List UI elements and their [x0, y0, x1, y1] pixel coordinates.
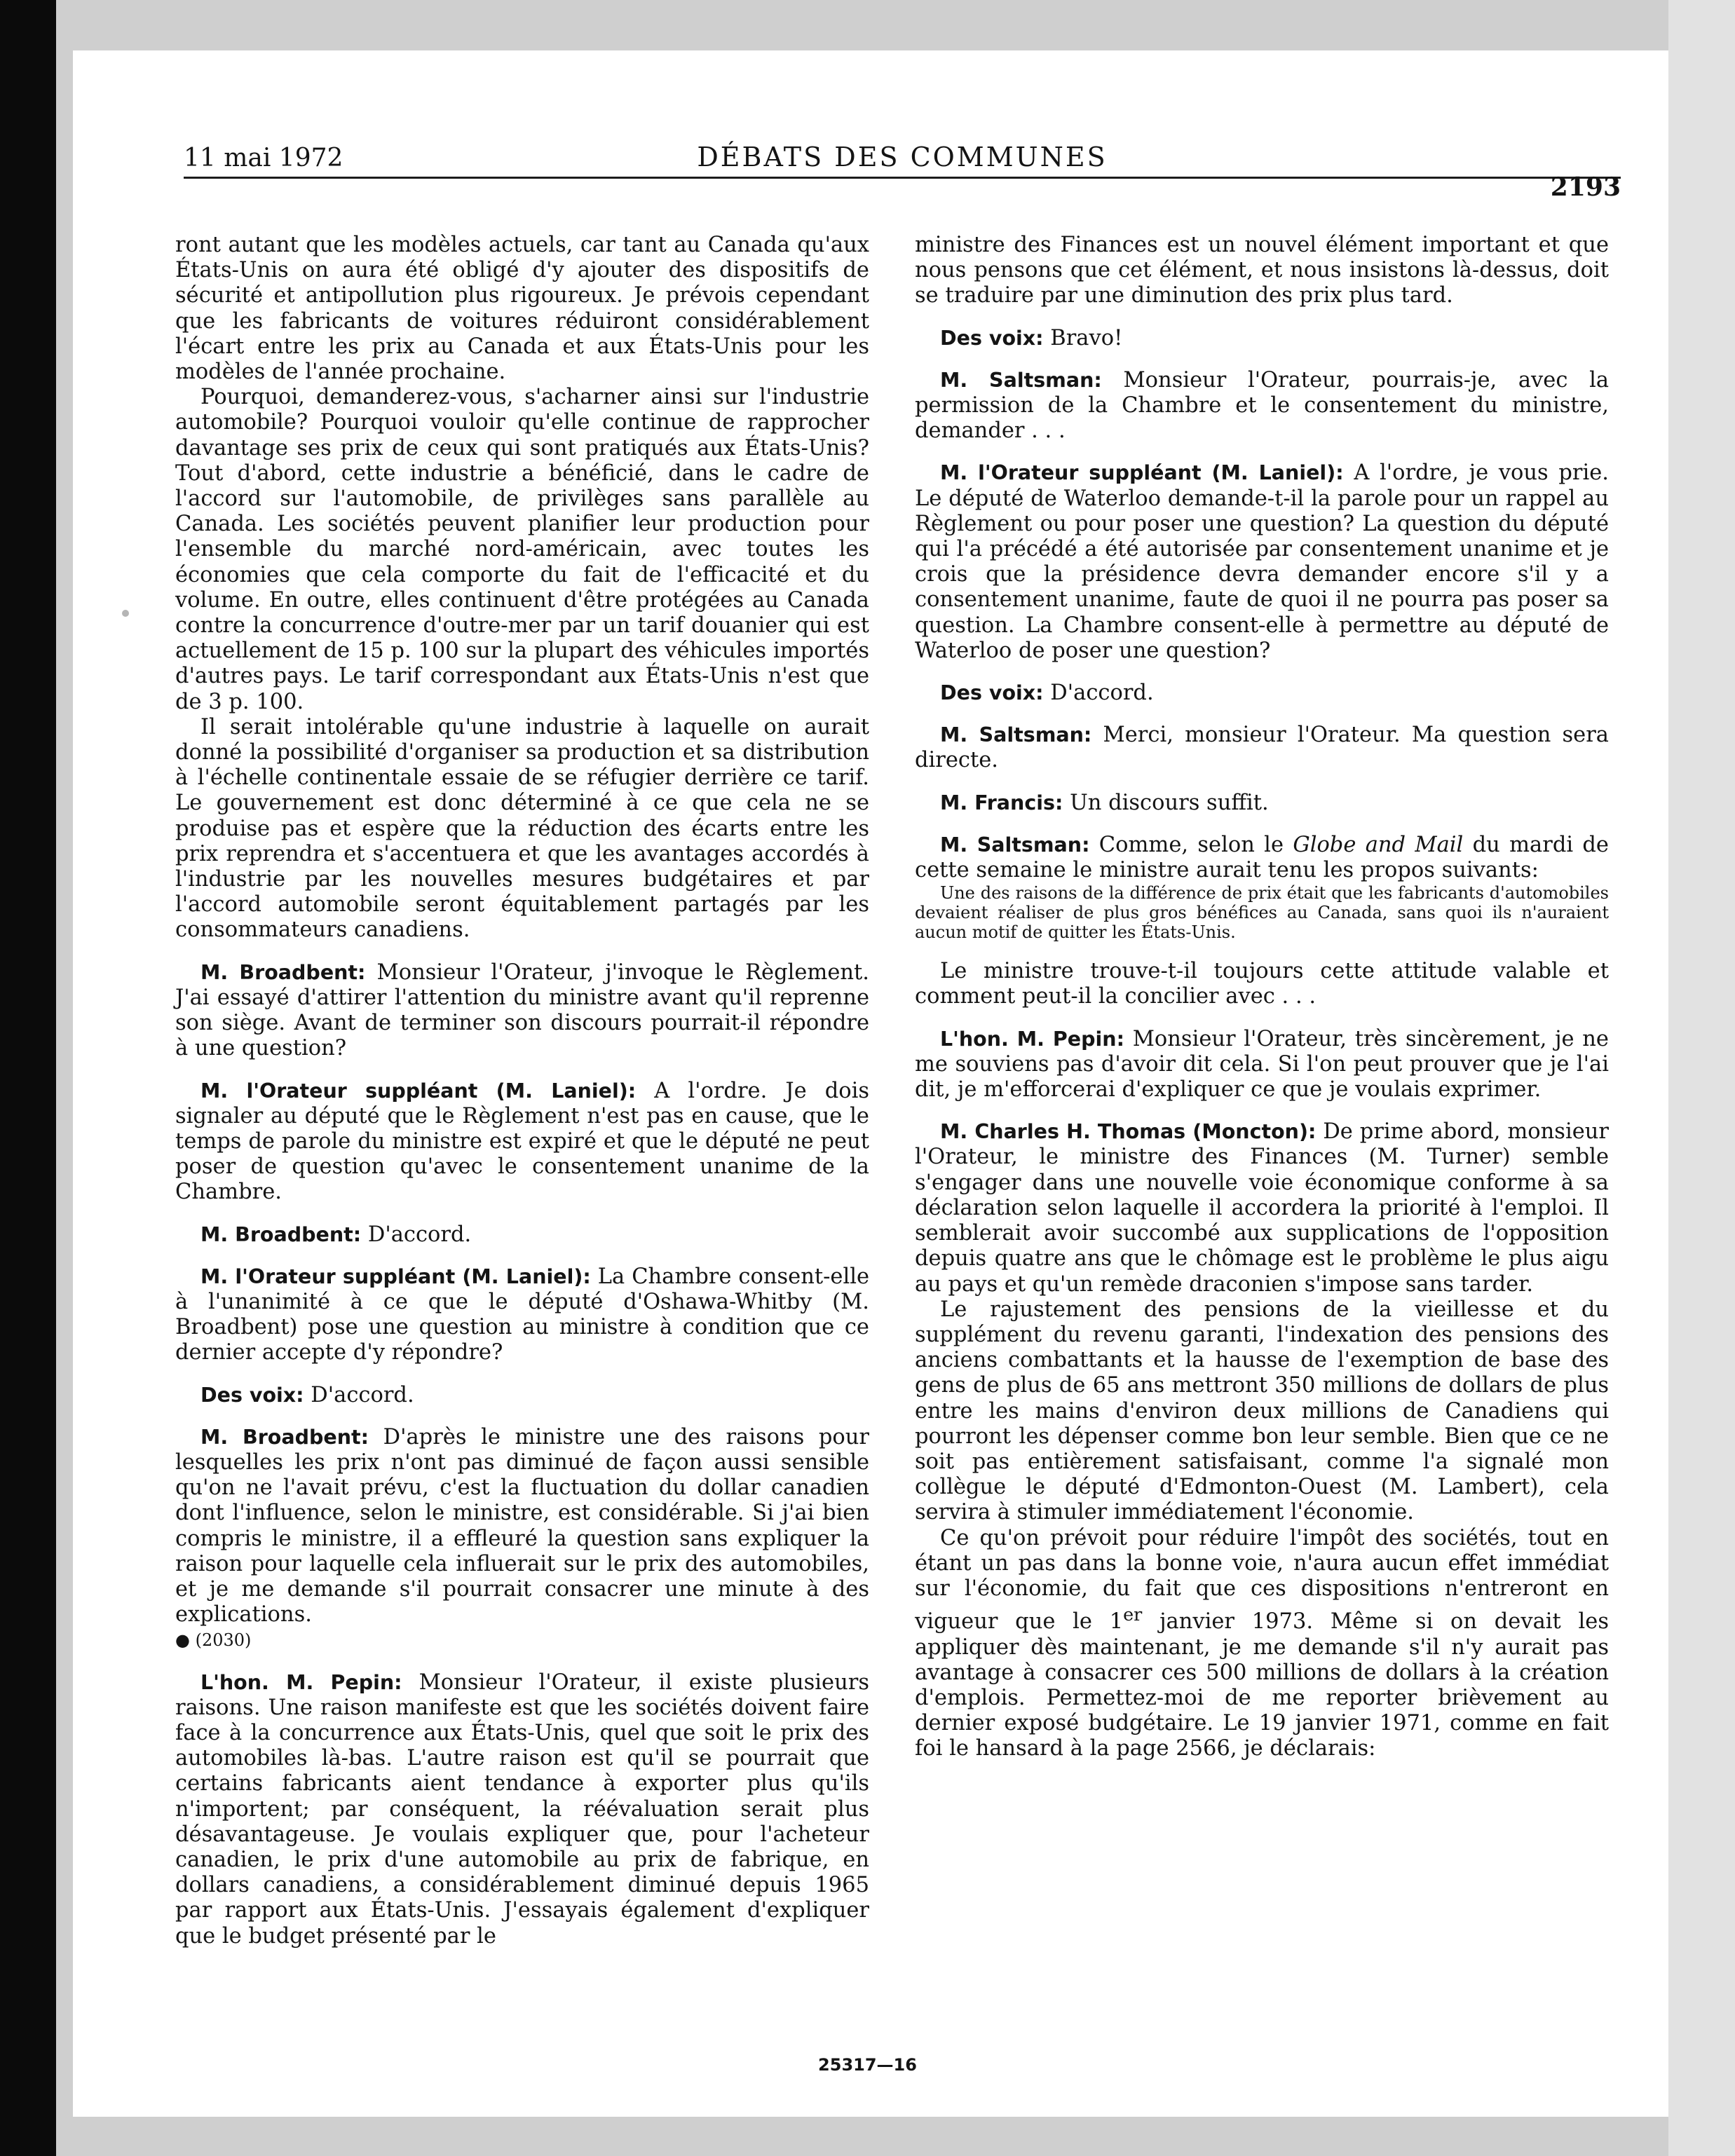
paragraph-text: Ce qu'on prévoit pour réduire l'impôt des sociétés, tout en étant un pas dans la bonne voie, n'aura aucun effet immédiat sur l'économie, du fait que ces dispositions n'entreront en vigueur que le 1	[915, 1525, 1609, 1635]
speech-text: D'après le ministre une des raisons pour lesquelles les prix n'ont pas diminué de façon aussi sensible qu'on ne l'avait prévu, c'est la fluctuation du dollar canadien dont l'influence, selon le ministre, est considérable. Si j'ai bien compris le ministre, il a effleuré la question sans expliquer la raison pour laquelle cela influerait sur le prix des automobiles, et je me demande s'il pourrait consacrer une minute à des explications.	[175, 1424, 869, 1628]
speaker-name: M. Broadbent:	[200, 1425, 369, 1449]
header-title: DÉBATS DES COMMUNES	[697, 142, 1108, 172]
speech	[915, 460, 1609, 664]
speaker-name: M. l'Orateur suppléant (M. Laniel):	[940, 461, 1344, 485]
paragraph-text: janvier 1973. Même si on devait les appliquer dès maintenant, je me demande s'il n'y aurait pas avantage à consacrer ces 500 millions de dollars à la création d'emplois. Permettez-moi de me reporter brièvement au dernier exposé budgétaire. Le 19 janvier 1971, comme en fait foi le hansard à la page 2566, je déclarais:	[915, 1609, 1609, 1761]
speaker-name: M. Broadbent:	[200, 960, 366, 984]
speech-text: Monsieur l'Orateur, pourrais-je, avec la permission de la Chambre et le consentement du ministre, demander . . .	[915, 367, 1610, 444]
speaker-name: M. Francis:	[940, 791, 1063, 814]
speaker-name: M. Broadbent:	[200, 1222, 362, 1246]
speech	[175, 960, 869, 1062]
paragraph: ront autant que les modèles actuels, car tant au Canada qu'aux États-Unis on aura été obligé d'y ajouter des dispositifs de sécurité et antipollution plus rigoureux. Je prévois cependant que les fabricants de voitures réduiront considérablement l'écart entre les prix au Canada et aux États-Unis pour les modèles de l'année prochaine.	[175, 233, 869, 385]
paragraph: Le ministre trouve-t-il toujours cette attitude valable et comment peut-il la concilier avec . . .	[915, 959, 1609, 1009]
speaker-name: M. Charles H. Thomas (Moncton):	[940, 1120, 1316, 1144]
speaker-name: Des voix:	[940, 326, 1044, 350]
speaker-name: M. Saltsman:	[940, 833, 1090, 857]
paragraph: Le rajustement des pensions de la vieillesse et du supplément du revenu garanti, l'indexation des pensions des anciens combattants et la hausse de l'exemption de base des gens de plus de 65 ans mettront 350 millions de dollars de plus entre les mains d'environ deux millions de Canadiens qui pourront les dépenser comme bon leur semble. Bien que ce ne soit pas entièrement satisfaisant, comme l'a signalé mon collègue le député d'Edmonton-Ouest (M. Lambert), cela servira à stimuler immédiatement l'économie.	[915, 1297, 1609, 1525]
speech-text: D'accord.	[311, 1382, 414, 1407]
speech	[175, 1383, 869, 1408]
speech-text: Comme, selon le	[1098, 832, 1284, 857]
page-number: 2193	[1550, 172, 1621, 202]
speech-text: A l'ordre. Je dois signaler au député que le Règlement n'est pas en cause, que le temps de parole du ministre est expiré et que le député ne peut poser de question qu'avec le consentement unanime de la Chambre.	[175, 1078, 869, 1205]
speech-text: Monsieur l'Orateur, très sincèrement, je ne me souviens pas d'avoir dit cela. Si l'on peut prouver que je l'ai dit, je m'efforcerai d'expliquer ce que je voulais exprimer.	[915, 1026, 1609, 1103]
speech-text: Monsieur l'Orateur, j'invoque le Règlement. J'ai essayé d'attirer l'attention du ministre avant qu'il reprenne son siège. Avant de terminer son discours pourrait-il répondre à une question?	[175, 960, 869, 1061]
speech-text: La Chambre consent-elle à l'unanimité à ce que le député d'Oshawa-Whitby (M. Broadbent) pose une question au ministre à condition que ce dernier accepte d'y répondre?	[175, 1264, 870, 1365]
signature-code: 25317—16	[818, 2055, 917, 2075]
column-left	[175, 233, 869, 1949]
speech-text: Un discours suffit.	[1070, 790, 1269, 815]
speaker-name: L'hon. M. Pepin:	[940, 1027, 1124, 1051]
newspaper-title: Globe and Mail	[1293, 832, 1464, 857]
speaker-name: Des voix:	[940, 681, 1044, 705]
speech	[915, 723, 1609, 773]
speech	[915, 791, 1609, 816]
scan-margin-top	[56, 0, 1682, 50]
paragraph	[915, 1526, 1609, 1762]
speech	[915, 326, 1609, 351]
speech	[915, 1119, 1609, 1297]
paragraph: Pourquoi, demanderez-vous, s'acharner ainsi sur l'industrie automobile? Pourquoi vouloir qu'elle continue de rapprocher davantage ses prix de ceux qui sont pratiqués aux États-Unis? Tout d'abord, cette industrie a bénéficié, dans le cadre de l'accord sur l'automobile, de privilèges sans parallèle au Canada. Les sociétés peuvent planifier leur production pour l'ensemble du marché nord-américain, avec toutes les économies que cela comporte du fait de l'efficacité et du volume. En outre, elles continuent d'être protégées au Canada contre la concurrence d'outre-mer par un tarif douanier qui est actuellement de 15 p. 100 sur la plupart des véhicules importés d'autres pays. Le tarif correspondant aux États-Unis n'est que de 3 p. 100.	[175, 385, 869, 714]
speech-text: A l'ordre, je vous prie. Le député de Waterloo demande-t-il la parole pour un rappel au Règlement ou pour poser une question? La question du député qui l'a précédé a été autorisée par consentement unanime et je crois que la présidence devra demander encore s'il y a consentement unanime, faute de quoi il ne pourra pas poser sa question. La Chambre consent-elle à permettre au député de Waterloo de poser une question?	[915, 460, 1609, 663]
speech	[915, 681, 1609, 706]
header-date: 11 mai 1972	[184, 144, 343, 172]
speaker-name: Des voix:	[200, 1383, 304, 1407]
time-text: (2030)	[195, 1630, 252, 1651]
speech	[915, 833, 1609, 883]
speech	[175, 1079, 869, 1206]
column-right	[915, 233, 1609, 1762]
speaker-name: M. Saltsman:	[940, 723, 1092, 747]
scan-margin-left	[56, 0, 73, 2156]
scan-margin-bottom	[56, 2117, 1682, 2156]
speech	[175, 1264, 869, 1366]
speaker-name: M. l'Orateur suppléant (M. Laniel):	[200, 1079, 637, 1103]
block-quote: Une des raisons de la différence de prix était que les fabricants d'automobiles devaient réaliser de plus gros bénéfices au Canada, sans quoi ils n'auraient aucun motif de quitter les États-Unis.	[915, 883, 1609, 943]
speech-text: D'accord.	[1050, 681, 1154, 706]
timestamp	[175, 1628, 869, 1653]
speech	[175, 1670, 869, 1949]
speech	[915, 1027, 1609, 1103]
speech-text: De prime abord, monsieur l'Orateur, le ministre des Finances (M. Turner) semble s'engager dans une nouvelle voie économique conforme à sa déclaration selon laquelle il accordera la priorité à l'emploi. Il semblerait avoir succombé aux supplications de l'opposition depuis quatre ans que le chômage est le problème le plus aigu au pays et qu'un remède draconien s'impose sans tarder.	[915, 1119, 1609, 1297]
speech	[915, 368, 1609, 444]
margin-dot	[122, 610, 129, 617]
paragraph: ministre des Finances est un nouvel élément important et que nous pensons que cet élément, et nous insistons là-dessus, doit se traduire par une diminution des prix plus tard.	[915, 233, 1609, 308]
running-header	[184, 137, 1621, 202]
speaker-name: M. l'Orateur suppléant (M. Laniel):	[200, 1264, 591, 1288]
speech	[175, 1425, 869, 1628]
scan-margin-right	[1668, 0, 1735, 2156]
speech	[175, 1222, 869, 1248]
ordinal-superscript: er	[1123, 1604, 1143, 1625]
paragraph: Il serait intolérable qu'une industrie à laquelle on aurait donné la possibilité d'organiser sa production et sa distribution à l'échelle continentale essaie de se réfugier derrière ce tarif. Le gouvernement est donc déterminé à ce que cela ne se produise pas et espère que la réduction des écarts entre les prix reprendra et s'accentuera et que les avantages accordés à l'industrie par les nouvelles mesures budgétaires et par l'accord automobile seront équitablement partagés par les consommateurs canadiens.	[175, 714, 869, 943]
speech-text: Monsieur l'Orateur, il existe plusieurs raisons. Une raison manifeste est que les sociétés doivent faire face à la concurrence aux États-Unis, quel que soit le prix des automobiles là-bas. L'autre raison est qu'il se pourrait que certains fabricants aient tendance à exporter plus qu'ils n'importent; par conséquent, la réévaluation serait plus désavantageuse. Je voulais expliquer que, pour l'acheteur canadien, le prix d'une automobile au prix de fabrique, en dollars canadiens, a considérablement diminué depuis 1965 par rapport aux États-Unis. J'essayais également d'expliquer que le budget présenté par le	[175, 1670, 869, 1949]
speech-text: Bravo!	[1050, 325, 1123, 350]
speech-text: du mardi de cette semaine le ministre aurait tenu les propos suivants:	[915, 832, 1609, 883]
speech-text: Merci, monsieur l'Orateur. Ma question sera directe.	[915, 723, 1609, 773]
speaker-name: L'hon. M. Pepin:	[200, 1670, 402, 1694]
speaker-name: M. Saltsman:	[940, 368, 1102, 392]
scan-binding-edge	[0, 0, 56, 2156]
bullet-icon: ●	[175, 1630, 190, 1651]
speech-text: D'accord.	[367, 1222, 472, 1247]
